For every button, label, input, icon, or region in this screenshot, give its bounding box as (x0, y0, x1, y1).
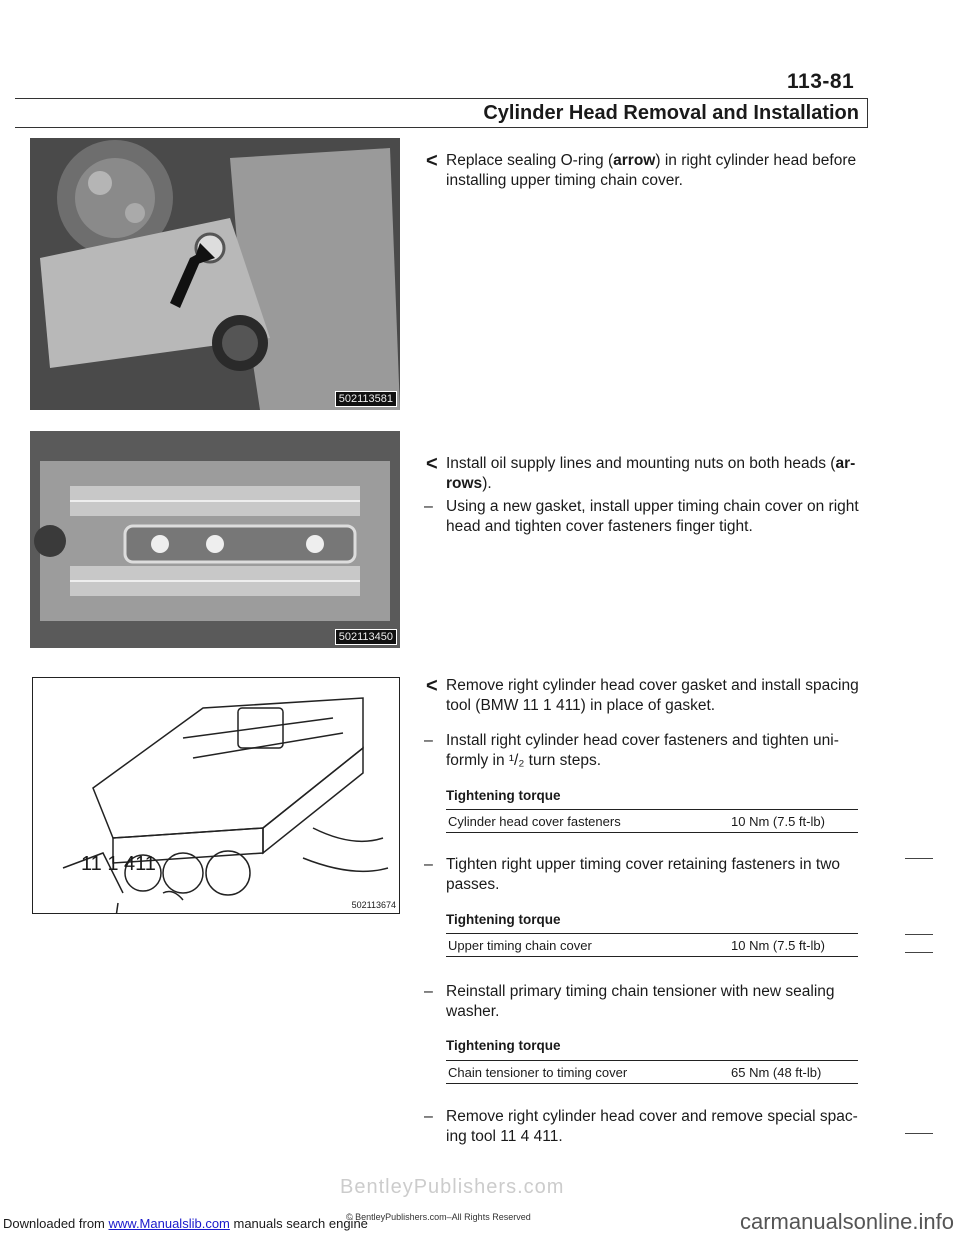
margin-mark (905, 858, 933, 859)
step-oil-lines (446, 454, 861, 494)
reference-arrow-icon: < (426, 453, 438, 475)
step-text: ) in right cylinder head before installing upper timing chain cover. (446, 152, 857, 189)
step-remove-tool: Remove right cylinder head cover and remove special spac- ing tool 11 4 411. (446, 1108, 858, 1145)
torque-table-title: Tightening torque (446, 912, 561, 927)
step-emphasis: arrow (613, 152, 656, 169)
section-title: Cylinder Head Removal and Installation (483, 102, 859, 124)
torque-item: Cylinder head cover fasteners (448, 814, 621, 829)
watermark: BentleyPublishers.com (340, 1176, 565, 1198)
torque-value: 10 Nm (7.5 ft-lb) (731, 814, 825, 829)
copyright: © BentleyPublishers.com–All Rights Reserved (346, 1212, 531, 1222)
torque-table-row (446, 933, 858, 957)
photo-oring-image (30, 138, 400, 410)
torque-table-row (446, 1060, 858, 1084)
bullet-dash: – (424, 732, 433, 749)
torque-value: 10 Nm (7.5 ft-lb) (731, 938, 825, 953)
section-header (15, 98, 868, 128)
reference-arrow-icon: < (426, 150, 438, 172)
photo-id: 502113581 (335, 391, 397, 407)
step-emphasis: ar- rows (446, 455, 856, 492)
torque-table-title: Tightening torque (446, 1038, 561, 1053)
footer-prefix: Downloaded from (3, 1216, 109, 1231)
torque-value: 65 Nm (48 ft-lb) (731, 1065, 822, 1080)
photo-id: 502113450 (335, 629, 397, 645)
step-tensioner: Reinstall primary timing chain tensioner with new sealing washer. (446, 983, 835, 1020)
torque-table-row (446, 809, 858, 833)
margin-mark (905, 952, 933, 953)
page-number: 113-81 (787, 70, 855, 93)
step-cover-fasteners: Install right cylinder head cover fasteners and tighten uni- formly in ¹/₂ turn steps. (446, 732, 839, 769)
step-oring (446, 151, 866, 191)
illustration-spacing-tool (32, 677, 400, 914)
photo-oring (30, 138, 400, 410)
step-spacing-tool: Remove right cylinder head cover gasket and install spacing tool (BMW 11 1 411) in place of gasket. (446, 677, 859, 714)
bullet-dash: – (424, 856, 433, 873)
download-footer (3, 1216, 368, 1231)
manualslib-link[interactable]: www.Manualslib.com (108, 1216, 230, 1231)
bullet-dash: – (424, 1108, 433, 1125)
illustration-drawing (33, 678, 399, 913)
torque-item: Upper timing chain cover (448, 938, 592, 953)
bullet-dash: – (424, 983, 433, 1000)
margin-mark (905, 934, 933, 935)
torque-table-title: Tightening torque (446, 788, 561, 803)
bullet-dash: – (424, 498, 433, 515)
step-text: Install oil supply lines and mounting nuts on both heads ( (446, 455, 836, 472)
torque-item: Chain tensioner to timing cover (448, 1065, 628, 1080)
tool-callout-label: 11 1 411 (81, 853, 156, 875)
reference-arrow-icon: < (426, 675, 438, 697)
site-watermark: carmanualsonline.info (739, 1209, 954, 1234)
photo-oil-lines-image (30, 431, 400, 648)
footer-suffix: manuals search engine (229, 1216, 368, 1231)
photo-id: 502113674 (351, 900, 396, 910)
step-gasket: Using a new gasket, install upper timing chain cover on right head and tighten cover fasteners finger tight. (446, 498, 859, 535)
step-text: Replace sealing O-ring ( (446, 152, 614, 169)
step-timing-cover: Tighten right upper timing cover retaining fasteners in two passes. (446, 856, 841, 893)
margin-mark (905, 1133, 933, 1134)
photo-oil-lines (30, 431, 400, 648)
step-text: ). (482, 475, 492, 492)
